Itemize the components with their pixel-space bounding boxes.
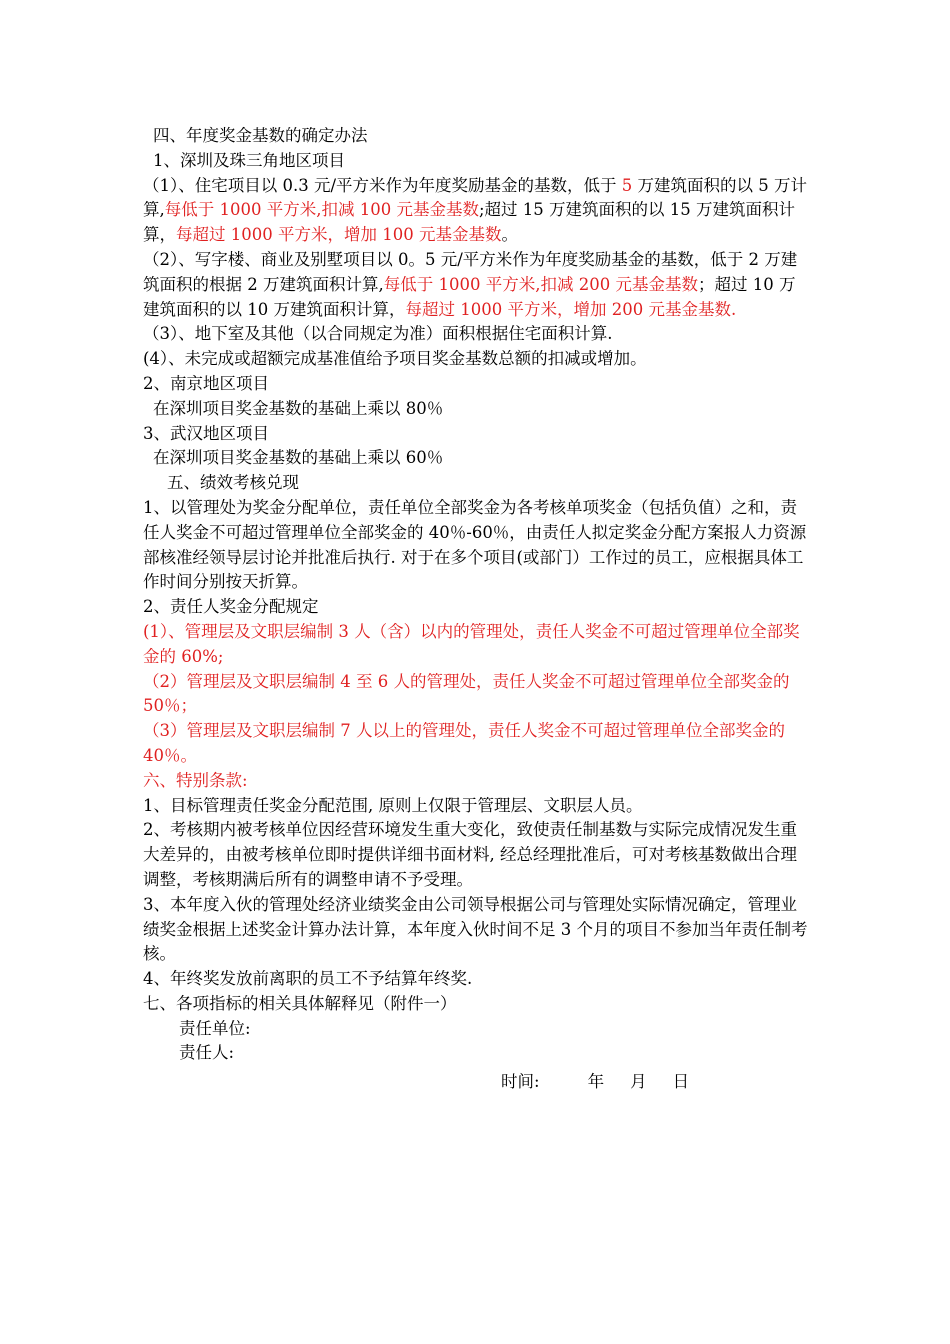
section-6-clause-4: 4、年终奖发放前离职的员工不予结算年终奖. bbox=[143, 969, 473, 989]
signature-date-line bbox=[143, 1070, 811, 1095]
section-4-3-text: 在深圳项目奖金基数的基础上乘以 60％ bbox=[153, 448, 444, 468]
section-4-2-title: 2、南京地区项目 bbox=[143, 373, 269, 393]
section-5-rule-1: (1）、管理层及文职层编制 3 人（含）以内的管理处，责任人奖金不可超过管理单位全部奖金的 60%; bbox=[143, 621, 800, 666]
section-4-1-item-4: (4）、未完成或超额完成基准值给予项目奖金基数总额的扣减或增加。 bbox=[143, 349, 647, 369]
section-4-title: 四、年度奖金基数的确定办法 bbox=[153, 126, 368, 145]
month-label: 月 bbox=[630, 1072, 647, 1092]
time-label: 时间: bbox=[501, 1072, 540, 1092]
section-6-title: 六、特别条款: bbox=[143, 770, 248, 790]
section-4-1-item-2: （2）、写字楼、商业及别墅项目以 0。5 元/平方米作为年度奖励基金的基数，低于 2 万建筑面积的根据 2 万建筑面积计算,每低于 1000 平方米,扣减 200 元基金基数；超过 10 万建筑面积的以 10 万建筑面积计算，每超过 1000 平方米，增加 200 元基金基数. bbox=[143, 249, 798, 319]
section-6-clause-2: 2、考核期内被考核单位因经营环境发生重大变化，致使责任制基数与实际完成情况发生重大差异的，由被考核单位即时提供详细书面材料, 经总经理批准后，可对考核基数做出合理调整，考核期满后所有的调整申请不予受理。 bbox=[143, 820, 797, 889]
section-5-para-1: 1、以管理处为奖金分配单位，责任单位全部奖金为各考核单项奖金（包括负值）之和，责任人奖金不可超过管理单位全部奖金的 40％-60％，由责任人拟定奖金分配方案报人力资源部核准经领导层讨论并批准后执行. 对于在多个项目(或部门）工作过的员工，应根据具体工作时间分别按天折算。 bbox=[143, 497, 807, 592]
section-4-1-item-1: （1）、住宅项目以 0.3 元/平方米作为年度奖励基金的基数，低于 5 万建筑面积的以 5 万计算,每低于 1000 平方米,扣减 100 元基金基数;超过 15 万建筑面积的以 15 万建筑面积计算，每超过 1000 平方米，增加 100 元基金基数。 bbox=[143, 175, 808, 245]
section-5-rule-3: （3）管理层及文职层编制 7 人以上的管理处，责任人奖金不可超过管理单位全部奖金的 40％。 bbox=[143, 721, 785, 765]
section-4-3-title: 3、武汉地区项目 bbox=[143, 423, 269, 443]
signature-person-label: 责任人: bbox=[179, 1043, 235, 1063]
section-5-para-2-title: 2、责任人奖金分配规定 bbox=[143, 597, 319, 617]
section-4-2-text: 在深圳项目奖金基数的基础上乘以 80％ bbox=[153, 398, 444, 418]
section-5-title: 五、绩效考核兑现 bbox=[167, 473, 299, 493]
signature-unit-label: 责任单位: bbox=[179, 1018, 251, 1038]
section-7-title: 七、各项指标的相关具体解释见（附件一） bbox=[143, 993, 457, 1013]
document-body bbox=[143, 124, 811, 1095]
section-4-1-item-3: （3）、地下室及其他（以合同规定为准）面积根据住宅面积计算. bbox=[143, 324, 613, 344]
section-6-clause-3: 3、本年度入伙的管理处经济业绩奖金由公司领导根据公司与管理处实际情况确定，管理业绩奖金根据上述奖金计算办法计算，本年度入伙时间不足 3 个月的项目不参加当年责任制考核。 bbox=[143, 894, 808, 964]
section-6-clause-1: 1、目标管理责任奖金分配范围, 原则上仅限于管理层、文职层人员。 bbox=[143, 795, 643, 815]
year-label: 年 bbox=[587, 1072, 605, 1092]
section-5-rule-2: （2）管理层及文职层编制 4 至 6 人的管理处，责任人奖金不可超过管理单位全部奖金的 50％； bbox=[143, 671, 790, 716]
section-4-1-title: 1、深圳及珠三角地区项目 bbox=[153, 150, 345, 170]
day-label: 日 bbox=[672, 1072, 690, 1092]
